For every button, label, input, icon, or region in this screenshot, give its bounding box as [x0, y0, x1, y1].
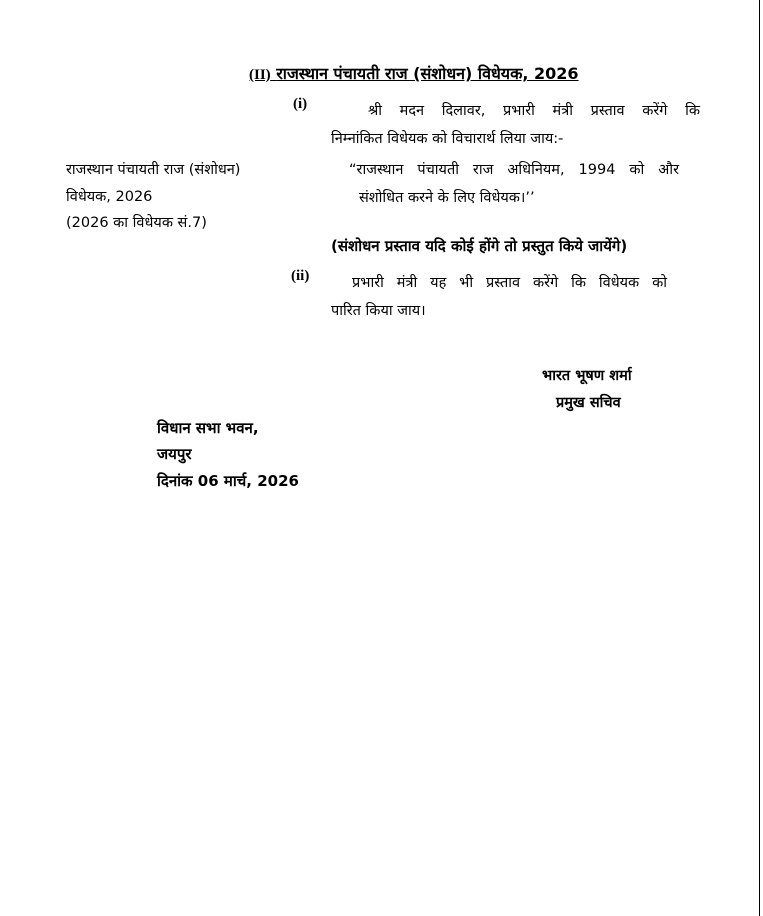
side-label-line-3: (2026 का विधेयक सं.7): [66, 215, 207, 231]
page-border-line: [759, 0, 760, 916]
motion-1-line-2: निम्नांकित विधेयक को विचारार्थ लिया जाय:-: [331, 131, 564, 147]
side-label-line-2: विधेयक, 2026: [66, 189, 153, 205]
motion-2-line-1: प्रभारी मंत्री यह भी प्रस्ताव करेंगे कि विधेयक को: [352, 275, 667, 291]
bill-title: [249, 62, 579, 84]
side-label-line-1: राजस्थान पंचायती राज (संशोधन): [66, 162, 241, 178]
amendment-note: (संशोधन प्रस्ताव यदि कोई होंगे तो प्रस्तुत किये जायेंगे): [331, 237, 628, 255]
bill-quote-line-2: संशोधित करने के लिए विधेयक।’’: [359, 190, 535, 206]
title-roman-numeral: (II): [249, 67, 271, 83]
motion-1-line-1: श्री मदन दिलावर, प्रभारी मंत्री प्रस्ताव करेंगे कि: [368, 103, 700, 119]
bill-quote-line-1: “राजस्थान पंचायती राज अधिनियम, 1994 को और: [349, 162, 679, 178]
place-line-2: जयपुर: [157, 445, 192, 463]
item-number-1: (i): [293, 96, 308, 112]
title-text: राजस्थान पंचायती राज (संशोधन) विधेयक, 2026: [276, 64, 579, 83]
signatory-name: भारत भूषण शर्मा: [542, 368, 632, 384]
item-number-2: (ii): [291, 268, 310, 284]
motion-2-line-2: पारित किया जाय।: [331, 303, 426, 319]
place-line-1: विधान सभा भवन,: [157, 419, 259, 437]
date-line: दिनांक 06 मार्च, 2026: [157, 472, 299, 490]
signatory-designation: प्रमुख सचिव: [556, 395, 621, 411]
